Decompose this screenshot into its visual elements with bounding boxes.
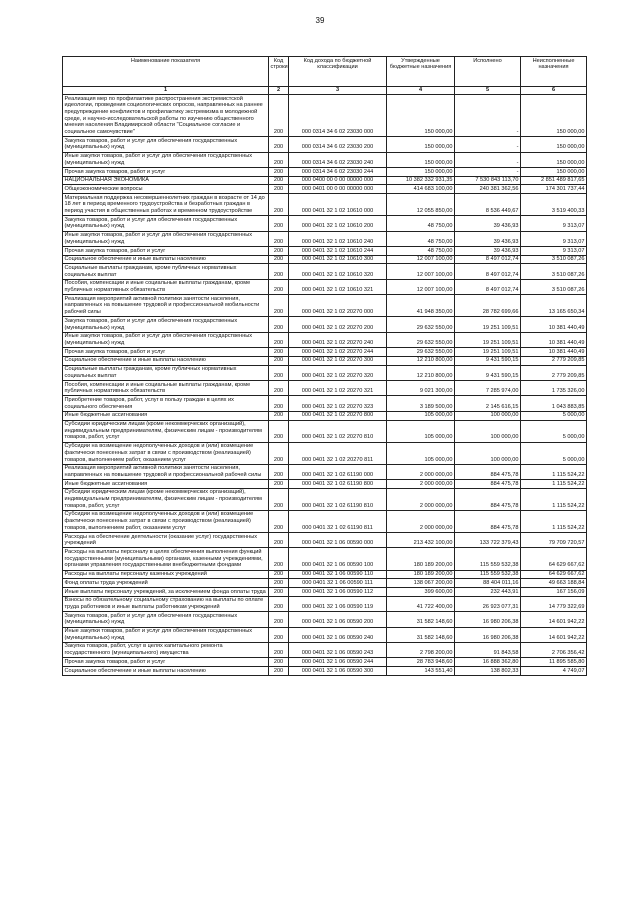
row-executed-cell: 16 980 206,38 <box>455 627 521 642</box>
row-approved-cell: 180 189 200,00 <box>387 570 455 579</box>
row-approved-cell: 29 632 550,00 <box>387 348 455 357</box>
row-code-cell: 200 <box>269 642 289 657</box>
table-row <box>63 533 587 548</box>
row-approved-cell: 2 000 000,00 <box>387 510 455 532</box>
row-kbk-cell: 000 0314 34 6 02 23030 200 <box>289 137 387 152</box>
row-kbk-cell: 000 0314 34 6 02 23030 240 <box>289 152 387 167</box>
row-code-cell: 200 <box>269 264 289 279</box>
row-code-cell: 200 <box>269 247 289 256</box>
row-kbk-cell: 000 0401 32 1 02 20270 800 <box>289 411 387 420</box>
row-name-cell: НАЦИОНАЛЬНАЯ ЭКОНОМИКА <box>63 176 269 185</box>
table-row <box>63 247 587 256</box>
table-row <box>63 176 587 185</box>
row-approved-cell: 143 551,40 <box>387 667 455 676</box>
row-unexecuted-cell: 1 043 883,85 <box>521 396 587 411</box>
row-kbk-cell: 000 0401 32 1 06 00590 000 <box>289 533 387 548</box>
row-name-cell: Фонд оплаты труда учреждений <box>63 579 269 588</box>
row-code-cell: 200 <box>269 176 289 185</box>
row-kbk-cell: 000 0400 00 0 00 00000 000 <box>289 176 387 185</box>
table-row <box>63 194 587 216</box>
row-approved-cell: 31 582 148,60 <box>387 612 455 627</box>
row-approved-cell: 180 189 200,00 <box>387 548 455 570</box>
row-kbk-cell: 000 0401 32 1 02 20270 810 <box>289 420 387 442</box>
row-code-cell: 200 <box>269 365 289 380</box>
row-executed-cell: 16 888 362,80 <box>455 658 521 667</box>
row-approved-cell: 41 948 350,00 <box>387 295 455 317</box>
row-approved-cell: 48 750,00 <box>387 216 455 231</box>
row-unexecuted-cell: 14 601 942,22 <box>521 627 587 642</box>
row-executed-cell: 88 404 011,16 <box>455 579 521 588</box>
row-kbk-cell: 000 0401 32 1 06 00590 300 <box>289 667 387 676</box>
row-executed-cell: - <box>455 137 521 152</box>
row-name-cell: Иные закупки товаров, работ и услуг для обеспечения государственных (муниципальных) нужд <box>63 231 269 246</box>
row-name-cell: Иные выплаты персоналу учреждений, за исключением фонда оплаты труда <box>63 588 269 597</box>
row-name-cell: Субсидии юридическим лицам (кроме некоммерческих организаций), индивидуальным предпринимателям, физическим лицам - производителям товаров, работ, услуг <box>63 420 269 442</box>
row-executed-cell: 7 530 843 113,70 <box>455 176 521 185</box>
budget-execution-table <box>62 56 587 676</box>
row-name-cell: Расходы на выплаты персоналу казенных учреждений <box>63 570 269 579</box>
row-approved-cell: 48 750,00 <box>387 247 455 256</box>
table-row <box>63 588 587 597</box>
table-row <box>63 411 587 420</box>
row-code-cell: 200 <box>269 596 289 611</box>
row-unexecuted-cell: 174 301 737,44 <box>521 185 587 194</box>
row-unexecuted-cell: 2 706 356,42 <box>521 642 587 657</box>
table-row <box>63 137 587 152</box>
row-executed-cell: 9 431 590,15 <box>455 356 521 365</box>
row-name-cell: Социальные выплаты гражданам, кроме публичных нормативных социальных выплат <box>63 365 269 380</box>
table-row <box>63 264 587 279</box>
row-code-cell: 200 <box>269 548 289 570</box>
row-kbk-cell: 000 0401 32 1 02 20270 320 <box>289 365 387 380</box>
row-approved-cell: 29 632 550,00 <box>387 332 455 347</box>
table-row <box>63 317 587 332</box>
header-executed: Исполнено <box>455 57 521 87</box>
row-unexecuted-cell: 1 115 524,22 <box>521 480 587 489</box>
row-name-cell: Социальное обеспечение и иные выплаты населению <box>63 356 269 365</box>
row-kbk-cell: 000 0401 32 1 06 00590 110 <box>289 570 387 579</box>
row-kbk-cell: 000 0401 32 1 06 00590 112 <box>289 588 387 597</box>
row-executed-cell: 26 923 077,31 <box>455 596 521 611</box>
row-kbk-cell: 000 0401 32 1 06 00590 100 <box>289 548 387 570</box>
row-kbk-cell: 000 0314 34 6 02 23030 244 <box>289 168 387 177</box>
row-code-cell: 200 <box>269 588 289 597</box>
row-code-cell: 200 <box>269 420 289 442</box>
row-name-cell: Иные бюджетные ассигнования <box>63 411 269 420</box>
row-approved-cell: 12 055 850,00 <box>387 194 455 216</box>
row-code-cell: 200 <box>269 381 289 396</box>
row-code-cell: 200 <box>269 667 289 676</box>
row-unexecuted-cell: 150 000,00 <box>521 137 587 152</box>
column-number: 5 <box>455 87 521 95</box>
row-name-cell: Прочая закупка товаров, работ и услуг <box>63 247 269 256</box>
table-row <box>63 579 587 588</box>
row-approved-cell: 12 007 100,00 <box>387 279 455 294</box>
row-kbk-cell: 000 0401 32 1 02 20270 321 <box>289 381 387 396</box>
table-row <box>63 442 587 464</box>
row-executed-cell: 39 436,93 <box>455 231 521 246</box>
row-code-cell: 200 <box>269 464 289 479</box>
row-unexecuted-cell: 167 156,09 <box>521 588 587 597</box>
row-kbk-cell: 000 0401 32 1 02 20270 240 <box>289 332 387 347</box>
row-unexecuted-cell: 150 000,00 <box>521 168 587 177</box>
row-approved-cell: 399 600,00 <box>387 588 455 597</box>
row-executed-cell: 2 145 616,15 <box>455 396 521 411</box>
row-kbk-cell: 000 0401 32 1 02 20270 000 <box>289 295 387 317</box>
row-executed-cell: - <box>455 168 521 177</box>
row-approved-cell: 150 000,00 <box>387 152 455 167</box>
row-unexecuted-cell: 10 381 440,49 <box>521 348 587 357</box>
row-executed-cell: 16 980 206,38 <box>455 612 521 627</box>
table-row <box>63 185 587 194</box>
row-code-cell: 200 <box>269 231 289 246</box>
row-kbk-cell: 000 0401 32 1 02 10610 000 <box>289 194 387 216</box>
table-row <box>63 420 587 442</box>
row-kbk-cell: 000 0401 32 1 02 10610 200 <box>289 216 387 231</box>
row-code-cell: 200 <box>269 137 289 152</box>
table-row <box>63 480 587 489</box>
row-executed-cell: 884 475,78 <box>455 510 521 532</box>
header-name: Наименование показателя <box>63 57 269 87</box>
row-approved-cell: 2 000 000,00 <box>387 464 455 479</box>
table-row <box>63 332 587 347</box>
table-row <box>63 510 587 532</box>
row-name-cell: Прочая закупка товаров, работ и услуг <box>63 168 269 177</box>
row-code-cell: 200 <box>269 152 289 167</box>
row-approved-cell: 10 382 332 931,35 <box>387 176 455 185</box>
row-code-cell: 200 <box>269 279 289 294</box>
row-approved-cell: 105 000,00 <box>387 420 455 442</box>
row-approved-cell: 105 000,00 <box>387 442 455 464</box>
row-unexecuted-cell: 5 000,00 <box>521 411 587 420</box>
row-name-cell: Реализация мероприятий активной политики занятости населения, направленных на повышение трудовой и профессиональной рабочей силы <box>63 464 269 479</box>
row-name-cell: Реализация мероприятий активной политики занятости населения, направленных на повышение трудовой и профессиональной мобильности рабочей силы <box>63 295 269 317</box>
row-executed-cell: 100 000,00 <box>455 420 521 442</box>
row-unexecuted-cell: 10 381 440,49 <box>521 332 587 347</box>
row-approved-cell: 138 067 200,00 <box>387 579 455 588</box>
row-name-cell: Прочая закупка товаров, работ и услуг <box>63 658 269 667</box>
table-row <box>63 365 587 380</box>
row-executed-cell: - <box>455 152 521 167</box>
row-kbk-cell: 000 0401 32 1 02 61190 811 <box>289 510 387 532</box>
table-row <box>63 642 587 657</box>
row-code-cell: 200 <box>269 442 289 464</box>
column-number: 1 <box>63 87 269 95</box>
row-executed-cell: 7 285 974,00 <box>455 381 521 396</box>
row-unexecuted-cell: 49 663 188,84 <box>521 579 587 588</box>
row-unexecuted-cell: 2 779 209,85 <box>521 365 587 380</box>
row-unexecuted-cell: 9 313,07 <box>521 216 587 231</box>
row-executed-cell: 19 251 109,51 <box>455 348 521 357</box>
row-name-cell: Социальное обеспечение и иные выплаты населению <box>63 667 269 676</box>
row-executed-cell: 884 475,78 <box>455 488 521 510</box>
row-name-cell: Иные закупки товаров, работ и услуг для обеспечения государственных (муниципальных) нужд <box>63 627 269 642</box>
header-unexecuted: Неисполненные назначения <box>521 57 587 87</box>
table-row <box>63 612 587 627</box>
row-approved-cell: 12 210 800,00 <box>387 356 455 365</box>
table-row <box>63 152 587 167</box>
row-code-cell: 200 <box>269 570 289 579</box>
row-unexecuted-cell: 2 779 209,85 <box>521 356 587 365</box>
row-code-cell: 200 <box>269 185 289 194</box>
row-kbk-cell: 000 0401 00 0 00 00000 000 <box>289 185 387 194</box>
row-name-cell: Закупка товаров, работ и услуг для обеспечения государственных (муниципальных) нужд <box>63 216 269 231</box>
row-kbk-cell: 000 0401 32 1 06 00590 244 <box>289 658 387 667</box>
row-approved-cell: 150 000,00 <box>387 95 455 137</box>
row-unexecuted-cell: 9 313,07 <box>521 247 587 256</box>
row-kbk-cell: 000 0401 32 1 02 10610 240 <box>289 231 387 246</box>
row-code-cell: 200 <box>269 95 289 137</box>
row-executed-cell: 100 000,00 <box>455 411 521 420</box>
row-name-cell: Социальное обеспечение и иные выплаты населению <box>63 255 269 264</box>
row-approved-cell: 31 582 148,60 <box>387 627 455 642</box>
row-code-cell: 200 <box>269 411 289 420</box>
table-row <box>63 295 587 317</box>
row-executed-cell: 28 782 699,66 <box>455 295 521 317</box>
row-executed-cell: 8 497 012,74 <box>455 264 521 279</box>
row-approved-cell: 105 000,00 <box>387 411 455 420</box>
row-name-cell: Иные закупки товаров, работ и услуг для обеспечения государственных (муниципальных) нужд <box>63 152 269 167</box>
row-unexecuted-cell: 14 779 322,69 <box>521 596 587 611</box>
row-kbk-cell: 000 0401 32 1 02 20270 200 <box>289 317 387 332</box>
row-name-cell: Иные закупки товаров, работ и услуг для обеспечения государственных (муниципальных) нужд <box>63 332 269 347</box>
row-executed-cell: - <box>455 95 521 137</box>
row-name-cell: Прочая закупка товаров, работ и услуг <box>63 348 269 357</box>
row-code-cell: 200 <box>269 356 289 365</box>
table-row <box>63 488 587 510</box>
row-code-cell: 200 <box>269 488 289 510</box>
table-row <box>63 658 587 667</box>
row-code-cell: 200 <box>269 348 289 357</box>
row-kbk-cell: 000 0401 32 1 02 10610 321 <box>289 279 387 294</box>
table-row <box>63 255 587 264</box>
row-code-cell: 200 <box>269 396 289 411</box>
row-kbk-cell: 000 0401 32 1 06 00590 200 <box>289 612 387 627</box>
row-name-cell: Взносы по обязательному социальному страхованию на выплаты по оплате труда работников и иные выплаты работникам учреждений <box>63 596 269 611</box>
row-approved-cell: 12 210 800,00 <box>387 365 455 380</box>
page-number: 39 <box>315 16 325 25</box>
column-number: 6 <box>521 87 587 95</box>
row-unexecuted-cell: 79 709 720,57 <box>521 533 587 548</box>
row-kbk-cell: 000 0401 32 1 06 00590 111 <box>289 579 387 588</box>
column-number: 3 <box>289 87 387 95</box>
row-name-cell: Социальные выплаты гражданам, кроме публичных нормативных социальных выплат <box>63 264 269 279</box>
row-code-cell: 200 <box>269 579 289 588</box>
row-unexecuted-cell: 64 629 667,62 <box>521 570 587 579</box>
row-unexecuted-cell: 1 115 524,22 <box>521 510 587 532</box>
table-row <box>63 348 587 357</box>
row-code-cell: 200 <box>269 627 289 642</box>
row-name-cell: Пособия, компенсации и иные социальные выплаты гражданам, кроме публичных нормативных обязательств <box>63 279 269 294</box>
row-executed-cell: 8 497 012,74 <box>455 255 521 264</box>
row-unexecuted-cell: 1 115 524,22 <box>521 488 587 510</box>
table-row <box>63 667 587 676</box>
table-row <box>63 464 587 479</box>
row-name-cell: Пособия, компенсации и иные социальные выплаты гражданам, кроме публичных нормативных обязательств <box>63 381 269 396</box>
row-approved-cell: 150 000,00 <box>387 137 455 152</box>
row-unexecuted-cell: 3 519 400,33 <box>521 194 587 216</box>
table-row <box>63 279 587 294</box>
row-name-cell: Субсидии юридическим лицам (кроме некоммерческих организаций), индивидуальным предпринимателям, физическим лицам - производителям товаров, работ, услуг <box>63 488 269 510</box>
row-code-cell: 200 <box>269 317 289 332</box>
row-executed-cell: 884 475,78 <box>455 464 521 479</box>
table-row <box>63 396 587 411</box>
row-code-cell: 200 <box>269 533 289 548</box>
row-kbk-cell: 000 0401 32 1 02 20270 244 <box>289 348 387 357</box>
row-unexecuted-cell: 3 510 087,26 <box>521 279 587 294</box>
row-unexecuted-cell: 5 000,00 <box>521 442 587 464</box>
row-name-cell: Расходы на выплаты персоналу в целях обеспечения выполнения функций государственными (муниципальными) органами, казенными учреждениями, органами управления государственными внебюджетными фондами <box>63 548 269 570</box>
table-header-row <box>63 57 587 87</box>
row-unexecuted-cell: 5 000,00 <box>521 420 587 442</box>
row-name-cell: Общеэкономические вопросы <box>63 185 269 194</box>
row-approved-cell: 41 722 400,00 <box>387 596 455 611</box>
row-code-cell: 200 <box>269 332 289 347</box>
row-code-cell: 200 <box>269 612 289 627</box>
row-executed-cell: 232 443,91 <box>455 588 521 597</box>
row-kbk-cell: 000 0401 32 1 02 10610 300 <box>289 255 387 264</box>
row-kbk-cell: 000 0401 32 1 02 20270 811 <box>289 442 387 464</box>
row-unexecuted-cell: 4 749,07 <box>521 667 587 676</box>
row-name-cell: Приобретение товаров, работ, услуг в пользу граждан в целях их социального обеспечения <box>63 396 269 411</box>
row-code-cell: 200 <box>269 295 289 317</box>
row-kbk-cell: 000 0401 32 1 06 00590 243 <box>289 642 387 657</box>
row-code-cell: 200 <box>269 168 289 177</box>
row-kbk-cell: 000 0401 32 1 02 10610 320 <box>289 264 387 279</box>
row-unexecuted-cell: 2 851 489 817,65 <box>521 176 587 185</box>
row-code-cell: 200 <box>269 480 289 489</box>
row-name-cell: Закупка товаров, работ, услуг в целях капитального ремонта государственного (муниципального) имущества <box>63 642 269 657</box>
table-row <box>63 95 587 137</box>
row-executed-cell: 115 559 532,38 <box>455 570 521 579</box>
row-executed-cell: 115 559 532,38 <box>455 548 521 570</box>
row-code-cell: 200 <box>269 255 289 264</box>
row-unexecuted-cell: 150 000,00 <box>521 152 587 167</box>
row-executed-cell: 240 381 362,56 <box>455 185 521 194</box>
row-executed-cell: 19 251 109,51 <box>455 332 521 347</box>
row-kbk-cell: 000 0401 32 1 06 00590 119 <box>289 596 387 611</box>
row-executed-cell: 100 000,00 <box>455 442 521 464</box>
header-code: Код строки <box>269 57 289 87</box>
row-approved-cell: 213 432 100,00 <box>387 533 455 548</box>
row-executed-cell: 8 497 012,74 <box>455 279 521 294</box>
column-number: 2 <box>269 87 289 95</box>
table-row <box>63 381 587 396</box>
table-row <box>63 216 587 231</box>
row-unexecuted-cell: 9 313,07 <box>521 231 587 246</box>
row-approved-cell: 2 798 200,00 <box>387 642 455 657</box>
row-executed-cell: 19 251 109,51 <box>455 317 521 332</box>
row-kbk-cell: 000 0401 32 1 02 20270 323 <box>289 396 387 411</box>
row-name-cell: Иные бюджетные ассигнования <box>63 480 269 489</box>
row-approved-cell: 28 783 948,60 <box>387 658 455 667</box>
header-approved: Утвержденные бюджетные назначения <box>387 57 455 87</box>
row-unexecuted-cell: 1 735 326,00 <box>521 381 587 396</box>
row-executed-cell: 9 431 590,15 <box>455 365 521 380</box>
row-approved-cell: 9 021 300,00 <box>387 381 455 396</box>
row-executed-cell: 8 536 449,67 <box>455 194 521 216</box>
row-approved-cell: 12 007 100,00 <box>387 255 455 264</box>
row-code-cell: 200 <box>269 194 289 216</box>
row-name-cell: Закупка товаров, работ и услуг для обеспечения государственных (муниципальных) нужд <box>63 317 269 332</box>
row-approved-cell: 2 000 000,00 <box>387 488 455 510</box>
row-approved-cell: 2 000 000,00 <box>387 480 455 489</box>
table-row <box>63 548 587 570</box>
row-name-cell: Субсидии на возмещение недополученных доходов и (или) возмещение фактически понесенных затрат в связи с производством (реализацией) товаров, выполнением работ, оказанием услуг <box>63 442 269 464</box>
row-name-cell: Расходы на обеспечение деятельности (оказание услуг) государственных учреждений <box>63 533 269 548</box>
row-kbk-cell: 000 0314 34 6 02 23030 000 <box>289 95 387 137</box>
row-unexecuted-cell: 11 895 585,80 <box>521 658 587 667</box>
row-unexecuted-cell: 13 165 650,34 <box>521 295 587 317</box>
row-executed-cell: 91 843,58 <box>455 642 521 657</box>
table-body <box>63 95 587 676</box>
row-kbk-cell: 000 0401 32 1 02 61190 810 <box>289 488 387 510</box>
row-unexecuted-cell: 14 601 942,22 <box>521 612 587 627</box>
row-code-cell: 200 <box>269 658 289 667</box>
row-code-cell: 200 <box>269 510 289 532</box>
row-kbk-cell: 000 0401 32 1 02 61190 000 <box>289 464 387 479</box>
row-kbk-cell: 000 0401 32 1 06 00590 240 <box>289 627 387 642</box>
row-approved-cell: 3 189 500,00 <box>387 396 455 411</box>
row-unexecuted-cell: 3 510 087,26 <box>521 264 587 279</box>
row-executed-cell: 39 436,93 <box>455 216 521 231</box>
row-executed-cell: 133 722 379,43 <box>455 533 521 548</box>
row-name-cell: Закупка товаров, работ и услуг для обеспечения государственных (муниципальных) нужд <box>63 612 269 627</box>
row-unexecuted-cell: 64 629 667,62 <box>521 548 587 570</box>
column-number: 4 <box>387 87 455 95</box>
row-executed-cell: 138 802,33 <box>455 667 521 676</box>
row-name-cell: Реализация мер по профилактике распространения экстремистской идеологии, проведения социологических опросов, направленных на раннее предупреждение конфликтов и профилактику экстремизма в молодежной среде, и научно-исследовательской работы по изучению общественного мнения населения Владимирской области "Социальное согласие и социальное самочувствие" <box>63 95 269 137</box>
row-code-cell: 200 <box>269 216 289 231</box>
table-row <box>63 596 587 611</box>
row-unexecuted-cell: 3 510 087,26 <box>521 255 587 264</box>
row-executed-cell: 884 475,78 <box>455 480 521 489</box>
row-kbk-cell: 000 0401 32 1 02 10610 244 <box>289 247 387 256</box>
row-approved-cell: 12 007 100,00 <box>387 264 455 279</box>
row-approved-cell: 150 000,00 <box>387 168 455 177</box>
row-kbk-cell: 000 0401 32 1 02 61190 800 <box>289 480 387 489</box>
row-approved-cell: 414 683 100,00 <box>387 185 455 194</box>
header-kbk: Код дохода по бюджетной классификации <box>289 57 387 87</box>
row-unexecuted-cell: 1 115 524,22 <box>521 464 587 479</box>
row-name-cell: Закупка товаров, работ и услуг для обеспечения государственных (муниципальных) нужд <box>63 137 269 152</box>
column-number-row <box>63 87 587 95</box>
table-row <box>63 627 587 642</box>
row-kbk-cell: 000 0401 32 1 02 20270 300 <box>289 356 387 365</box>
table-row <box>63 570 587 579</box>
row-approved-cell: 48 750,00 <box>387 231 455 246</box>
table-row <box>63 168 587 177</box>
row-unexecuted-cell: 150 000,00 <box>521 95 587 137</box>
row-name-cell: Материальная поддержка несовершеннолетних граждан в возрасте от 14 до 18 лет в период временного трудоустройства и безработных граждан в период участия в общественных работах и временном трудоустройстве <box>63 194 269 216</box>
row-unexecuted-cell: 10 381 440,49 <box>521 317 587 332</box>
row-executed-cell: 39 436,93 <box>455 247 521 256</box>
table-row <box>63 231 587 246</box>
table-row <box>63 356 587 365</box>
row-name-cell: Субсидии на возмещение недополученных доходов и (или) возмещение фактически понесенных затрат в связи с производством (реализацией) товаров, выполнением работ, оказанием услуг <box>63 510 269 532</box>
row-approved-cell: 29 632 550,00 <box>387 317 455 332</box>
